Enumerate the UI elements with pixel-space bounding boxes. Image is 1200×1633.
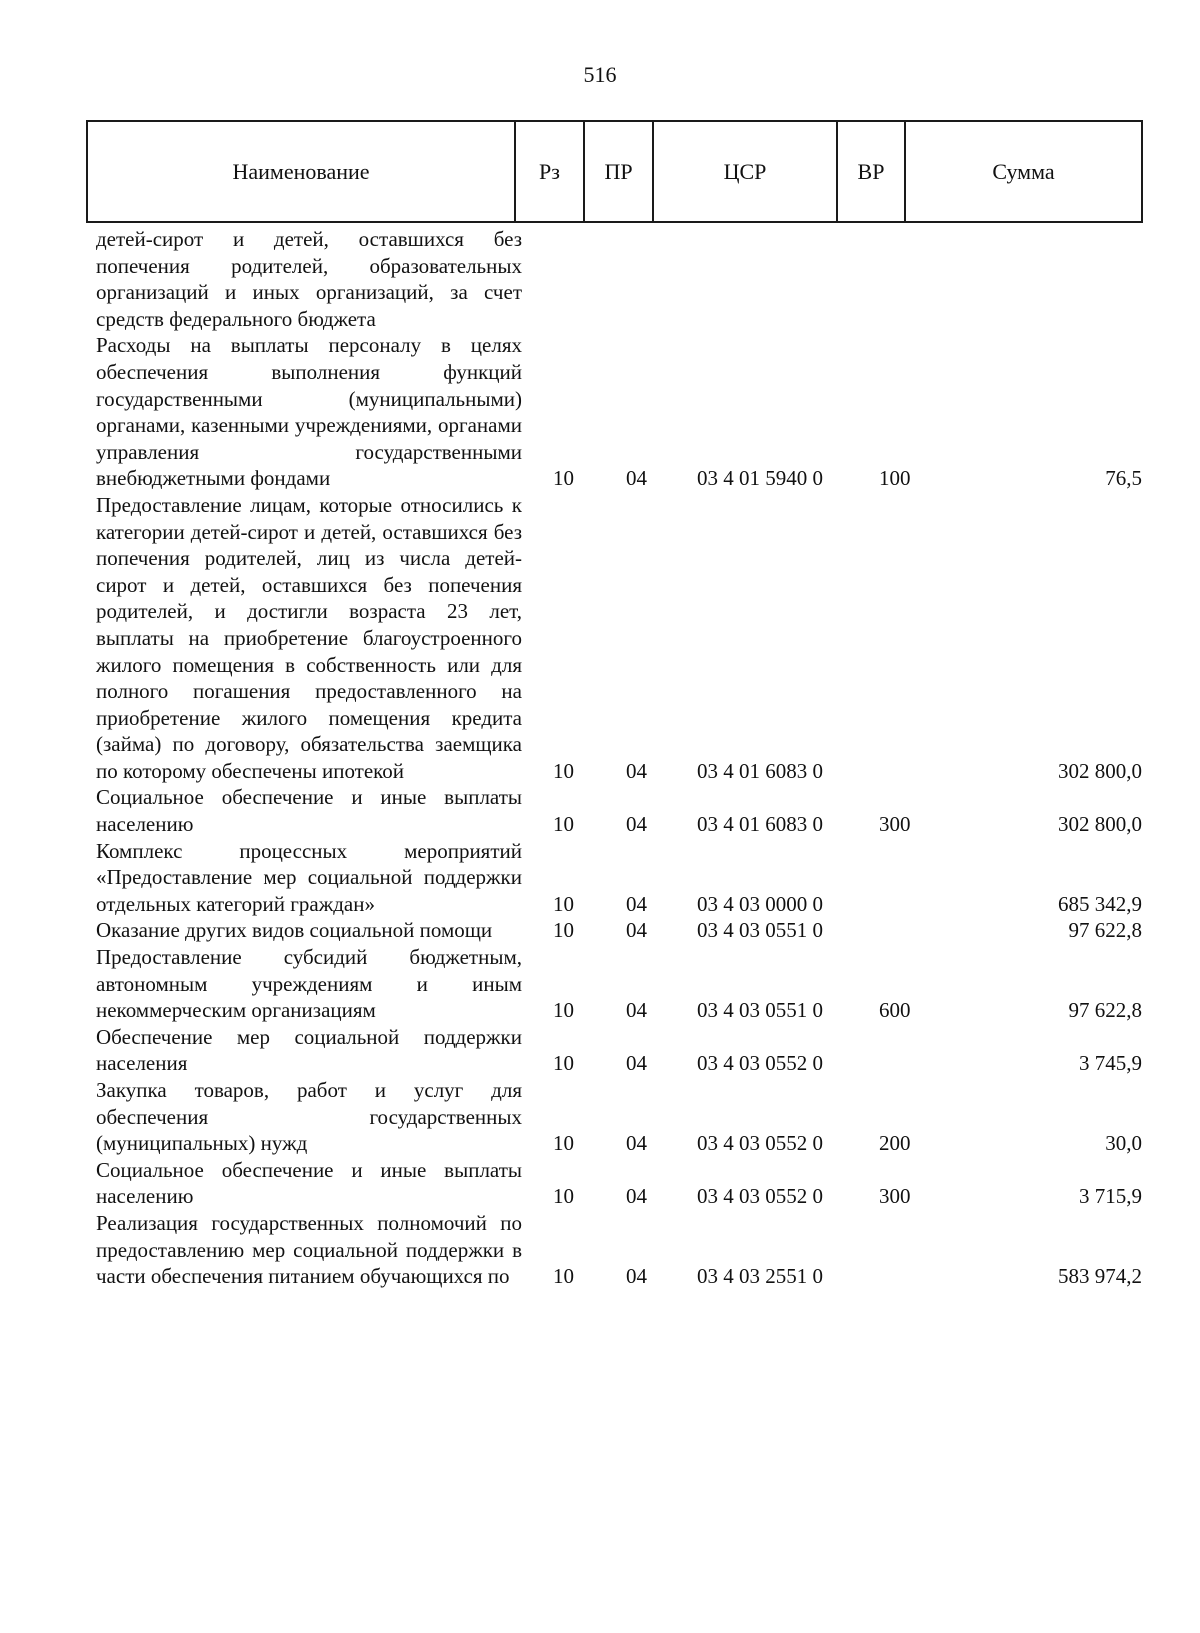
cell-name: Закупка товаров, работ и услуг для обеспечения государственных (муниципальных) нужд bbox=[96, 1078, 522, 1156]
cell-pr: 04 bbox=[626, 1184, 647, 1209]
table-body bbox=[0, 226, 1200, 1290]
cell-name: Реализация государственных полномочий по предоставлению мер социальной поддержки в части обеспечения питанием обучающихся по bbox=[96, 1210, 522, 1289]
cell-sum: 302 800,0 bbox=[1058, 812, 1142, 837]
cell-name: Оказание других видов социальной помощи bbox=[96, 918, 493, 943]
cell-name: Расходы на выплаты персоналу в целях обеспечения выполнения функций государственными (муниципальными) органами, казенными учреждениями, органами управления государственными внебюджетными фондами bbox=[96, 333, 522, 491]
cell-sum: 3 745,9 bbox=[1079, 1051, 1142, 1076]
cell-rz: 10 bbox=[553, 758, 574, 783]
cell-name: Обеспечение мер социальной поддержки населения bbox=[96, 1024, 522, 1076]
cell-csr: 03 4 01 6083 0 bbox=[697, 812, 823, 837]
cell-rz: 10 bbox=[553, 1184, 574, 1209]
cell-pr: 04 bbox=[626, 998, 647, 1023]
cell-pr: 04 bbox=[626, 1131, 647, 1156]
cell-pr: 04 bbox=[626, 466, 647, 491]
cell-rz: 10 bbox=[553, 891, 574, 916]
cell-csr: 03 4 03 0551 0 bbox=[697, 918, 823, 943]
cell-name: Социальное обеспечение и иные выплаты населению bbox=[96, 785, 522, 837]
table-row bbox=[0, 838, 1200, 918]
cell-sum: 76,5 bbox=[1105, 466, 1142, 491]
table-row bbox=[0, 917, 1200, 944]
cell-sum: 685 342,9 bbox=[1058, 891, 1142, 916]
cell-csr: 03 4 03 0551 0 bbox=[697, 998, 823, 1023]
cell-name: Социальное обеспечение и иные выплаты населению bbox=[96, 1157, 522, 1209]
cell-csr: 03 4 03 0000 0 bbox=[697, 891, 823, 916]
cell-name: детей-сирот и детей, оставшихся без попечения родителей, образовательных организаций и иных организаций, за счет средств федерального бюджета bbox=[96, 227, 522, 331]
page-number: 516 bbox=[583, 62, 617, 87]
cell-rz: 10 bbox=[553, 918, 574, 943]
cell-sum: 583 974,2 bbox=[1058, 1264, 1142, 1289]
cell-sum: 30,0 bbox=[1105, 1131, 1142, 1156]
table-row bbox=[0, 944, 1200, 1024]
cell-sum: 97 622,8 bbox=[1068, 918, 1142, 943]
cell-sum: 3 715,9 bbox=[1079, 1184, 1142, 1209]
cell-pr: 04 bbox=[626, 812, 647, 837]
cell-rz: 10 bbox=[553, 1051, 574, 1076]
cell-sum: 302 800,0 bbox=[1058, 758, 1142, 783]
cell-vr: 200 bbox=[879, 1131, 911, 1156]
cell-name: Комплекс процессных мероприятий «Предоставление мер социальной поддержки отдельных категорий граждан» bbox=[96, 838, 522, 916]
header-pr: ПР bbox=[585, 122, 654, 221]
header-vr: ВР bbox=[838, 122, 906, 221]
table-row bbox=[0, 492, 1200, 785]
cell-csr: 03 4 01 5940 0 bbox=[697, 466, 823, 491]
cell-csr: 03 4 01 6083 0 bbox=[697, 758, 823, 783]
cell-rz: 10 bbox=[553, 1264, 574, 1289]
cell-rz: 10 bbox=[553, 1131, 574, 1156]
cell-vr: 600 bbox=[879, 998, 911, 1023]
cell-vr: 300 bbox=[879, 1184, 911, 1209]
cell-pr: 04 bbox=[626, 918, 647, 943]
cell-name: Предоставление лицам, которые относились к категории детей-сирот и детей, оставшихся без попечения родителей, лиц из числа детей-сирот и детей, оставшихся без попечения родителей, и достигли возраста 23 лет, выплаты на приобретение благоустроенного жилого помещения в собственность или для полного погашения предоставленного на приобретение жилого помещения кредита (займа) по договору, обязательства заемщика по которому обеспечены ипотекой bbox=[96, 492, 522, 783]
cell-vr: 100 bbox=[879, 466, 911, 491]
cell-vr: 300 bbox=[879, 812, 911, 837]
cell-pr: 04 bbox=[626, 758, 647, 783]
table-row bbox=[0, 226, 1200, 332]
cell-pr: 04 bbox=[626, 891, 647, 916]
table-row bbox=[0, 1210, 1200, 1290]
cell-rz: 10 bbox=[553, 812, 574, 837]
header-rz: Рз bbox=[516, 122, 585, 221]
header-sum: Сумма bbox=[992, 158, 1055, 184]
cell-csr: 03 4 03 2551 0 bbox=[697, 1264, 823, 1289]
cell-csr: 03 4 03 0552 0 bbox=[697, 1131, 823, 1156]
cell-name: Предоставление субсидий бюджетным, автономным учреждениям и иным некоммерческим организациям bbox=[96, 945, 522, 1023]
header-csr: ЦСР bbox=[654, 122, 838, 221]
cell-pr: 04 bbox=[626, 1051, 647, 1076]
table-row bbox=[0, 784, 1200, 837]
table-row bbox=[0, 332, 1200, 492]
cell-csr: 03 4 03 0552 0 bbox=[697, 1184, 823, 1209]
cell-pr: 04 bbox=[626, 1264, 647, 1289]
cell-sum: 97 622,8 bbox=[1068, 998, 1142, 1023]
cell-rz: 10 bbox=[553, 998, 574, 1023]
header-name: Наименование bbox=[88, 122, 516, 221]
cell-csr: 03 4 03 0552 0 bbox=[697, 1051, 823, 1076]
table-row bbox=[0, 1077, 1200, 1157]
table-row bbox=[0, 1024, 1200, 1077]
table-header bbox=[86, 120, 1143, 223]
cell-rz: 10 bbox=[553, 466, 574, 491]
table-row bbox=[0, 1157, 1200, 1210]
